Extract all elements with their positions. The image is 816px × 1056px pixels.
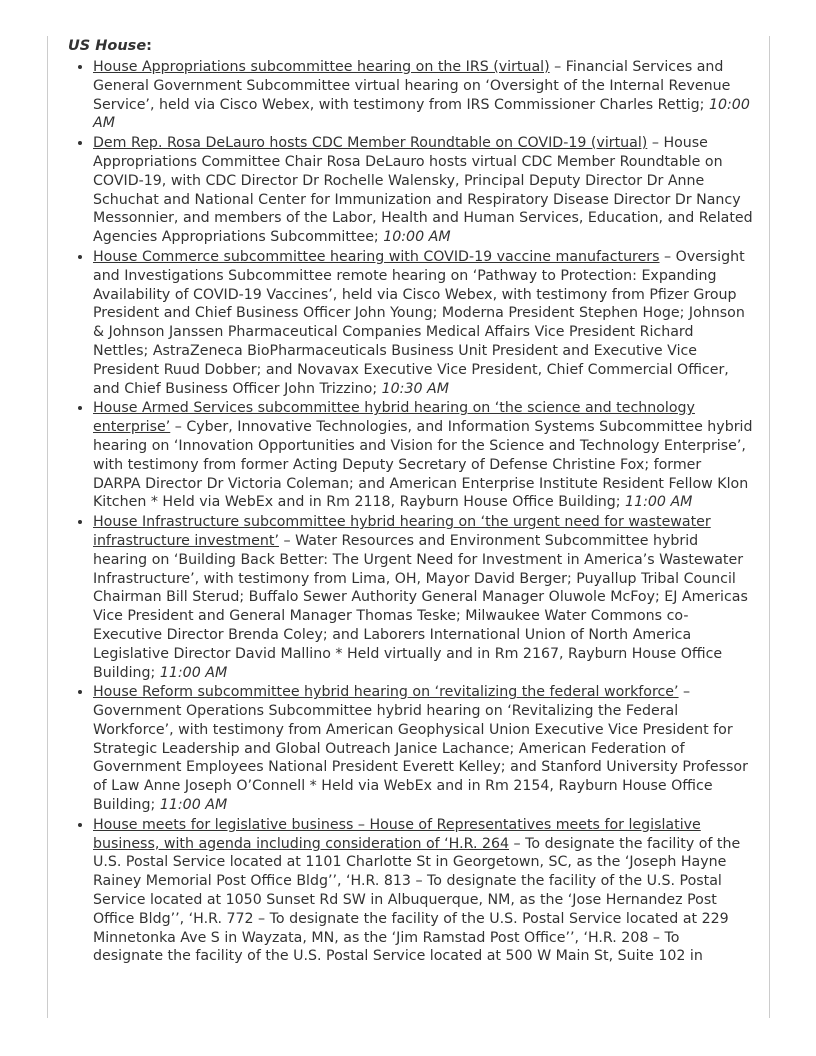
list-item [93,399,753,512]
event-description: – Cyber, Innovative Technologies, and Information Systems Subcommittee hybrid hearing on ‘Innovation Opportunities and Vision for the Science and Technology Enterprise’, with testimony from former Acting Deputy Secretary of Defense Christine Fox; former DARPA Director Dr Victoria Coleman; and American Enterprise Institute Resident Fellow Klon Kitchen * Held via WebEx and in Rm 2118, Rayburn House Office Building; [93,419,753,511]
event-description: – To designate the facility of the U.S. Postal Service located at 1101 Charlotte St in Georgetown, SC, as the ‘Joseph Hayne Rainey Memorial Post Office Bldg’’, ‘H.R. 813 – To designate the facility of the U.S. Postal Service located at 1050 Sunset Rd SW in Albuquerque, NM, as the ‘Jose Hernandez Post Office Bldg’’, ‘H.R. 772 – To designate the facility of the U.S. Postal Service located at 229 Minnetonka Ave S in Wayzata, MN, as the ‘Jim Ramstad Post Office’’, ‘H.R. 208 – To designate the facility of the U.S. Postal Service located at 500 W Main St, Suite 102 in [93,835,741,965]
list-item [93,683,753,815]
heading-text: US House [68,38,147,54]
event-description: – Oversight and Investigations Subcommittee remote hearing on ‘Pathway to Protection: Expanding Availability of COVID-19 Vaccines’, held via Cisco Webex, with testimony from Pfizer Group President and Chief Business Officer John Young; Moderna President Stephen Hoge; Johnson & Johnson Janssen Pharmaceutical Companies Medical Affairs Vice President Richard Nettles; AstraZeneca BioPharmaceuticals Business Unit President and Executive Vice President Ruud Dobber; and Novavax Executive Vice President, Chief Commercial Officer, and Chief Business Officer John Trizzino; [93,248,745,397]
event-time: 10:00 AM [383,229,451,246]
event-link[interactable]: House Reform subcommittee hybrid hearing on ‘revitalizing the federal workforce’ [93,684,679,701]
document-content [68,36,758,967]
event-description: – Government Operations Subcommittee hybrid hearing on ‘Revitalizing the Federal Workforce’, with testimony from American Geophysical Union Executive Vice President for Strategic Leadership and Global Outreach Janice Lachance; American Federation of Government Employees National President Everett Kelley; and Stanford University Professor of Law Anne Joseph O’Connell * Held via WebEx and in Rm 2154, Rayburn House Office Building; [93,684,748,814]
event-list [68,58,753,966]
list-item [93,816,753,966]
heading-colon: : [146,38,152,54]
event-link[interactable]: House Commerce subcommittee hearing with COVID-19 vaccine manufacturers [93,248,660,265]
event-link[interactable]: House meets for legislative business – House of Representatives meets for legislative business, with agenda including consideration of ‘H.R. 264 [93,816,701,852]
event-link[interactable]: House Armed Services subcommittee hybrid hearing on ‘the science and technology enterprise’ [93,400,695,436]
event-time: 11:00 AM [625,494,693,511]
event-link[interactable]: House Appropriations subcommittee hearing on the IRS (virtual) [93,59,550,75]
event-time: 11:00 AM [159,664,228,681]
section-heading [68,36,758,56]
list-item [93,58,753,133]
event-description: – Financial Services and General Government Subcommittee virtual hearing on ‘Oversight of the Internal Revenue Service’, held via Cisco Webex, with testimony from IRS Commissioner Charles Rettig; [93,59,731,113]
event-time: 11:00 AM [159,797,228,814]
event-link[interactable]: Dem Rep. Rosa DeLauro hosts CDC Member Roundtable on COVID-19 (virtual) [93,135,648,152]
list-item [93,134,753,247]
list-item [93,248,753,398]
event-time: 10:00 AM [93,96,750,132]
event-time: 10:30 AM [381,380,449,397]
list-item [93,513,753,682]
event-description: – House Appropriations Committee Chair Rosa DeLauro hosts virtual CDC Member Roundtable on COVID-19, with CDC Director Dr Rochelle Walensky, Principal Deputy Director Dr Anne Schuchat and National Center for Immunization and Respiratory Disease Director Dr Nancy Messonnier, and members of the Labor, Health and Human Services, Education, and Related Agencies Appropriations Subcommittee; [93,135,753,246]
event-link[interactable]: House Infrastructure subcommittee hybrid hearing on ‘the urgent need for wastewater infrastructure investment’ [93,514,711,549]
event-description: – Water Resources and Environment Subcommittee hybrid hearing on ‘Building Back Better: The Urgent Need for Investment in America’s Wastewater Infrastructure’, with testimony from Lima, OH, Mayor David Berger; Puyallup Tribal Council Chairman Bill Sterud; Buffalo Sewer Authority General Manager Oluwole McFoy; EJ Americas Vice President and General Manager Thomas Teske; Milwaukee Water Commons co-Executive Director Brenda Coley; and Laborers International Union of North America Legislative Director David Mallino * Held virtually and in Rm 2167, Rayburn House Office Building; [93,532,748,681]
